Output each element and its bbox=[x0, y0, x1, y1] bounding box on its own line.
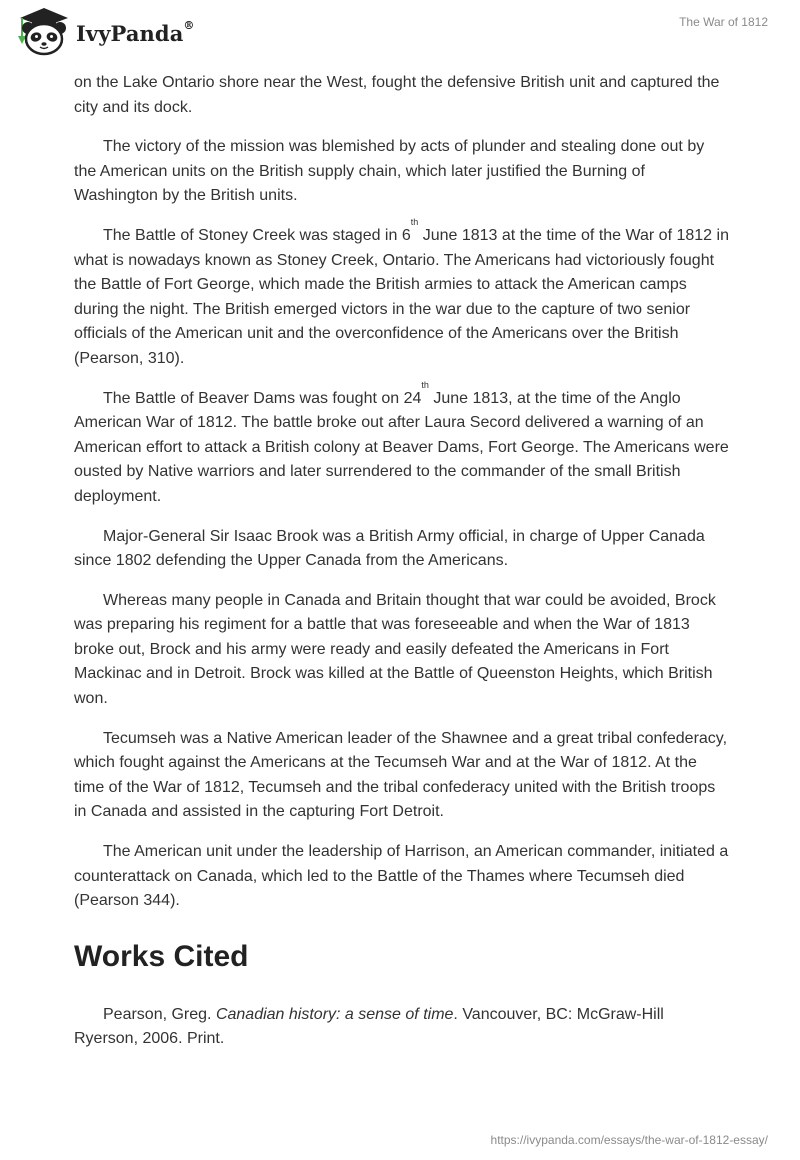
citation-entry: Pearson, Greg. Canadian history: a sense of time. Vancouver, BC: McGraw-Hill Ryerson, 2006. Print. bbox=[74, 1005, 664, 1048]
brand-name: IvyPanda® bbox=[76, 18, 195, 46]
paragraph: Whereas many people in Canada and Britain thought that war could be avoided, Brock was preparing his regiment for a battle that was foreseeable and when the War of 1813 broke out, Brock and his army were ready and easily defeated the Americans in Fort Mackinac and in Detroit. Brock was killed at the Battle of Queenston Heights, which British won. bbox=[74, 591, 716, 708]
panda-graduate-icon bbox=[14, 6, 74, 58]
citation-title: Canadian history: a sense of time bbox=[215, 1005, 454, 1023]
source-url[interactable]: https://ivypanda.com/essays/the-war-of-1812-essay/ bbox=[490, 1133, 768, 1147]
essay-body bbox=[74, 71, 730, 1052]
brand-logo[interactable] bbox=[14, 6, 195, 58]
works-cited-heading: Works Cited bbox=[74, 939, 249, 973]
paragraph-continuation: on the Lake Ontario shore near the West, fought the defensive British unit and captured the city and its dock. bbox=[74, 74, 720, 116]
paragraph: The Battle of Stoney Creek was staged in 6th June 1813 at the time of the War of 1812 in what is nowadays known as Stoney Creek, Ontario. The Americans had victoriously fought the Battle of Fort George, which made the British armies to attack the American camps during the night. The British emerged victors in the war due to the capture of two senior officials of the American unit and the overconfidence of the Americans over the British (Pearson, 310). bbox=[74, 216, 729, 367]
document-title: The War of 1812 bbox=[679, 15, 768, 29]
paragraph: Major-General Sir Isaac Brook was a British Army official, in charge of Upper Canada since 1802 defending the Upper Canada from the Americans. bbox=[74, 527, 705, 570]
page-header bbox=[0, 0, 800, 70]
paragraph: The American unit under the leadership of Harrison, an American commander, initiated a counterattack on Canada, which led to the Battle of the Thames where Tecumseh died (Pearson 344). bbox=[74, 843, 729, 910]
paragraph: Tecumseh was a Native American leader of the Shawnee and a great tribal confederacy, which fought against the Americans at the Tecumseh War and at the War of 1812. At the time of the War of 1812, Tecumseh and the tribal confederacy united with the British troops in Canada and assisted in the capturing Fort Detroit. bbox=[74, 729, 728, 821]
paragraph: The Battle of Beaver Dams was fought on 24th June 1813, at the time of the Anglo American War of 1812. The battle broke out after Laura Secord delivered a warning of an American effort to attack a British colony at Beaver Dams, Fort George. The Americans were ousted by Native warriors and later surrendered to the commander of the small British deployment. bbox=[74, 379, 729, 505]
paragraph: The victory of the mission was blemished by acts of plunder and stealing done out by the American units on the British supply chain, which later justified the Burning of Washington by the British units. bbox=[74, 138, 705, 205]
